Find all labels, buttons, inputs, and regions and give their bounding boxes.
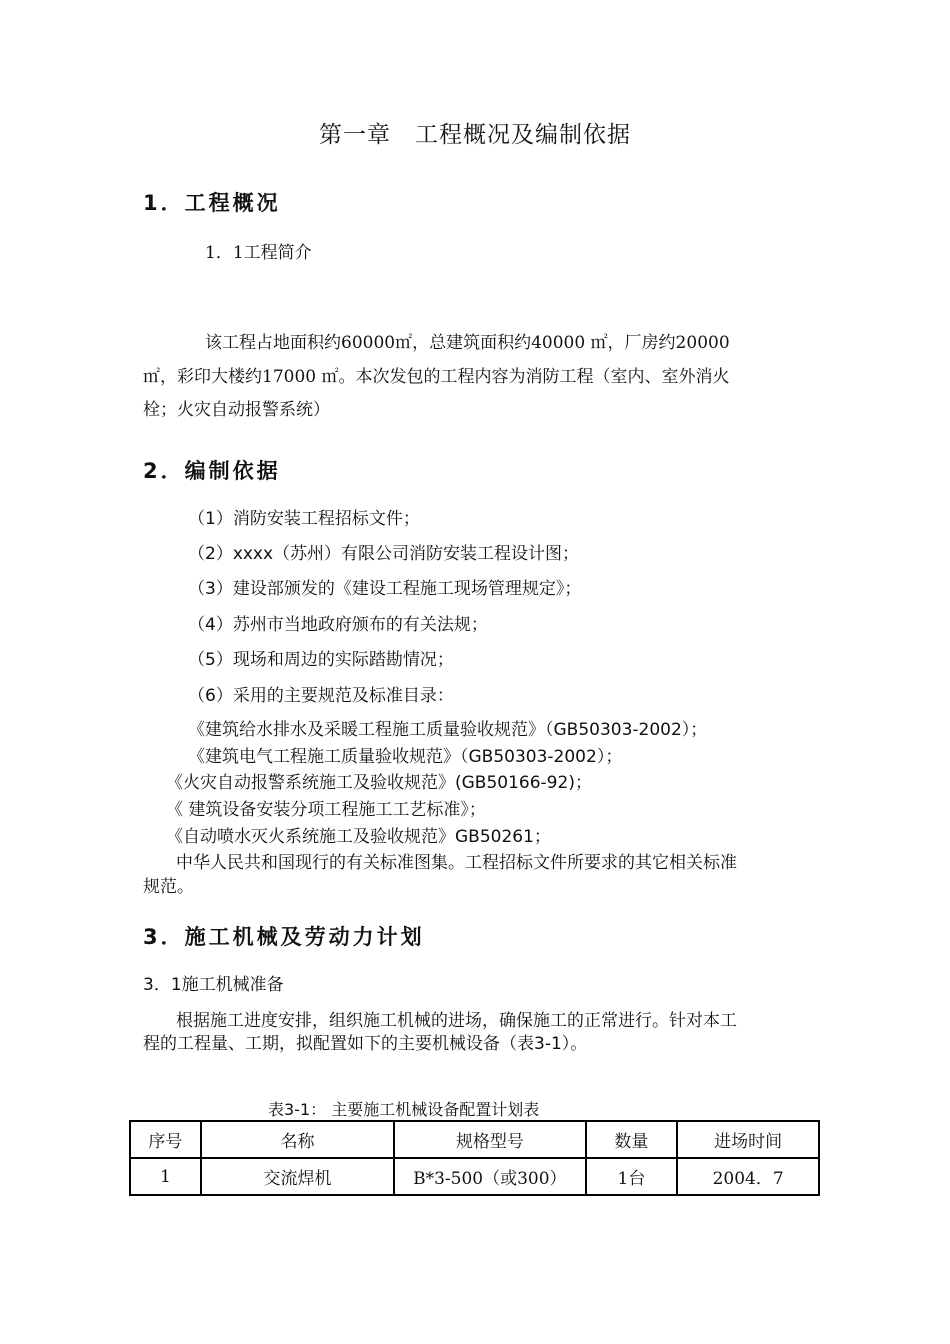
section-1-heading: 1．工程概况	[143, 191, 281, 215]
header-cell-arrival-time: 进场时间	[677, 1121, 819, 1158]
basis-item: （2）xxxx（苏州）有限公司消防安装工程设计图；	[188, 544, 580, 564]
basis-item: （5）现场和周边的实际踏勘情况；	[188, 650, 454, 670]
standard-item: 《自动喷水灭火系统施工及验收规范》GB50261；	[166, 827, 551, 847]
standard-item: 《建筑电气工程施工质量验收规范》（GB50303-2002）；	[188, 747, 623, 767]
basis-item: （1）消防安装工程招标文件；	[188, 509, 420, 529]
section-1-paragraph-line-1: 该工程占地面积约60000㎡，总建筑面积约40000 ㎡，厂房约20000	[205, 333, 730, 353]
cell-index: 1	[130, 1158, 201, 1195]
cell-name: 交流焊机	[201, 1158, 394, 1195]
chapter-title: 第一章 工程概况及编制依据	[319, 122, 631, 148]
header-cell-quantity: 数量	[586, 1121, 678, 1158]
section-3-paragraph-line-1: 根据施工进度安排，组织施工机械的进场，确保施工的正常进行。针对本工	[176, 1011, 737, 1031]
header-cell-spec: 规格型号	[394, 1121, 585, 1158]
standards-closing-line-2: 规范。	[143, 877, 194, 897]
cell-spec: B*3-500（或300）	[394, 1158, 585, 1195]
table-header-row	[130, 1121, 819, 1158]
cell-quantity: 1台	[586, 1158, 678, 1195]
equipment-table	[129, 1120, 820, 1196]
standard-item: 《 建筑设备安装分项工程施工工艺标准》；	[166, 800, 486, 820]
header-cell-name: 名称	[201, 1121, 394, 1158]
basis-item: （4）苏州市当地政府颁布的有关法规；	[188, 615, 488, 635]
section-3-paragraph-line-2: 程的工程量、工期，拟配置如下的主要机械设备（表3-1）。	[143, 1034, 588, 1054]
basis-item: （3）建设部颁发的《建设工程施工现场管理规定》；	[188, 579, 582, 599]
standard-item: 《火灾自动报警系统施工及验收规范》(GB50166-92)；	[166, 773, 592, 793]
standard-item: 《建筑给水排水及采暖工程施工质量验收规范》（GB50303-2002）；	[188, 720, 708, 740]
cell-arrival-time: 2004．7	[677, 1158, 819, 1195]
header-cell-index: 序号	[130, 1121, 201, 1158]
section-3-1-heading: 3．1施工机械准备	[143, 975, 284, 995]
section-3-heading: 3．施工机械及劳动力计划	[143, 925, 425, 949]
section-1-paragraph-line-2: ㎡，彩印大楼约17000 ㎡。本次发包的工程内容为消防工程（室内、室外消火	[143, 367, 730, 387]
section-2-heading: 2．编制依据	[143, 459, 281, 483]
standards-closing-line-1: 中华人民共和国现行的有关标准图集。工程招标文件所要求的其它相关标准	[176, 853, 737, 873]
section-1-paragraph-line-3: 栓；火灾自动报警系统）	[143, 400, 330, 420]
table-row	[130, 1158, 819, 1195]
section-1-1-heading: 1．1工程简介	[205, 243, 312, 263]
basis-item: （6）采用的主要规范及标准目录：	[188, 686, 454, 706]
table-caption: 表3-1： 主要施工机械设备配置计划表	[268, 1100, 540, 1119]
